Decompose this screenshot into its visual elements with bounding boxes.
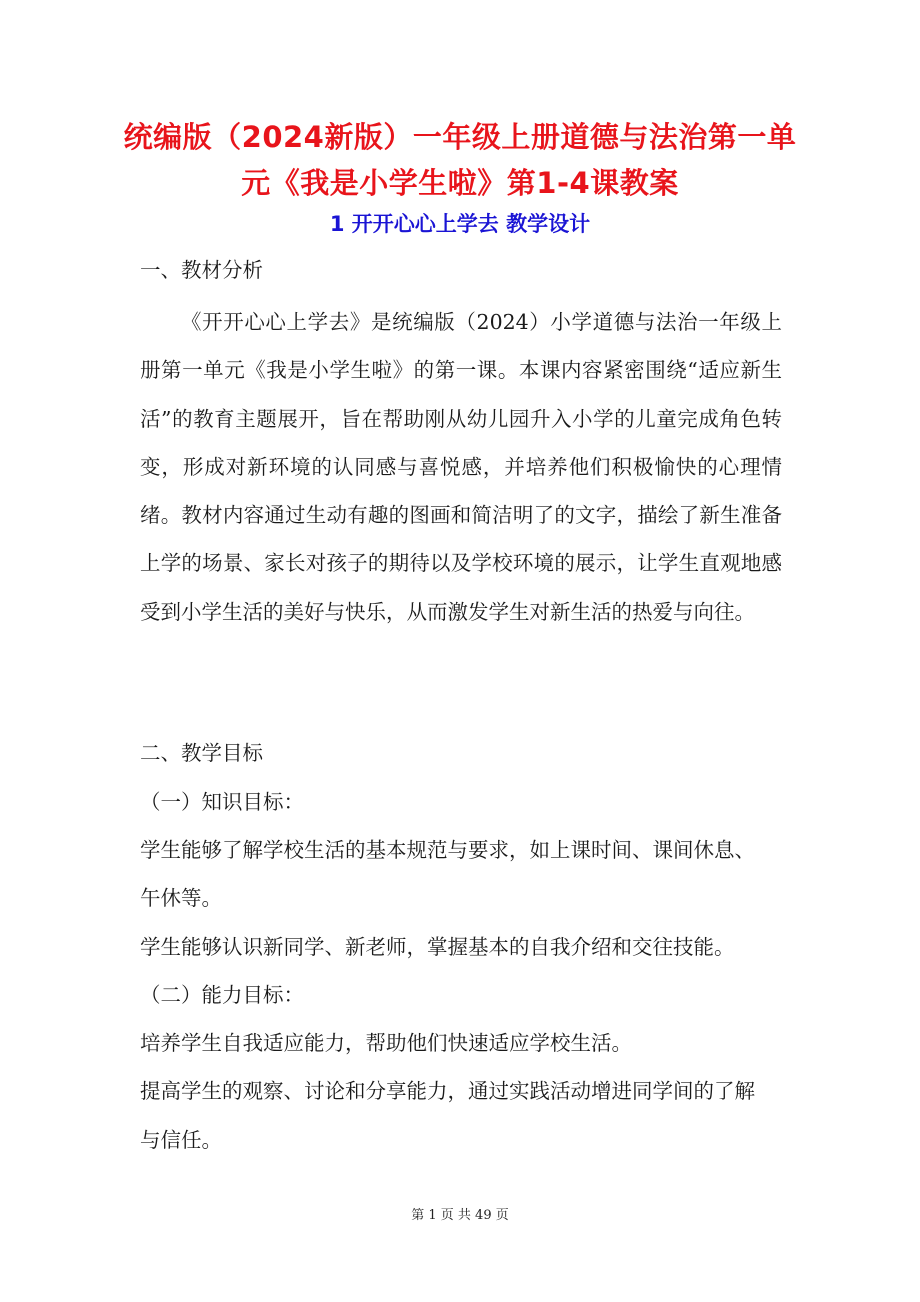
- knowledge-goal-1-line-1: 学生能够了解学校生活的基本规范与要求，如上课时间、课间休息、: [140, 838, 755, 862]
- ability-goal-2-line-1: 提高学生的观察、讨论和分享能力，通过实践活动增进同学间的了解: [140, 1079, 755, 1103]
- document-title-line-1: 统编版（2024新版）一年级上册道德与法治第一单: [123, 120, 797, 154]
- document-title-line-2: 元《我是小学生啦》第1-4课教案: [241, 166, 679, 200]
- subheading-knowledge-goals: （一）知识目标：: [140, 790, 304, 814]
- knowledge-goal-2: 学生能够认识新同学、新老师，掌握基本的自我介绍和交往技能。: [140, 935, 735, 959]
- ability-goal-1: 培养学生自我适应能力，帮助他们快速适应学校生活。: [140, 1031, 632, 1055]
- ability-goal-2-line-2: 与信任。: [140, 1128, 222, 1152]
- page-number-footer: 第 1 页 共 49 页: [411, 1208, 509, 1223]
- material-analysis-paragraph: 《开开心心上学去》是统编版（2024）小学道德与法治一年级上册第一单元《我是小学生啦》的第一课。本课内容紧密围绕“适应新生活”的教育主题展开，旨在帮助刚从幼儿园升入小学的儿童完成角色转变，形成对新环境的认同感与喜悦感，并培养他们积极愉快的心理情绪。教材内容通过生动有趣的图画和简洁明了的文字，描绘了新生准备上学的场景、家长对孩子的期待以及学校环境的展示，让学生直观地感受到小学生活的美好与快乐，从而激发学生对新生活的热爱与向往。: [140, 310, 782, 624]
- lesson-subtitle: 1 开开心心上学去 教学设计: [329, 212, 591, 236]
- subheading-ability-goals: （二）能力目标：: [140, 983, 304, 1007]
- section-heading-material-analysis: 一、教材分析: [140, 258, 263, 282]
- knowledge-goal-1-line-2: 午休等。: [140, 886, 222, 910]
- section-heading-teaching-goals: 二、教学目标: [140, 741, 263, 765]
